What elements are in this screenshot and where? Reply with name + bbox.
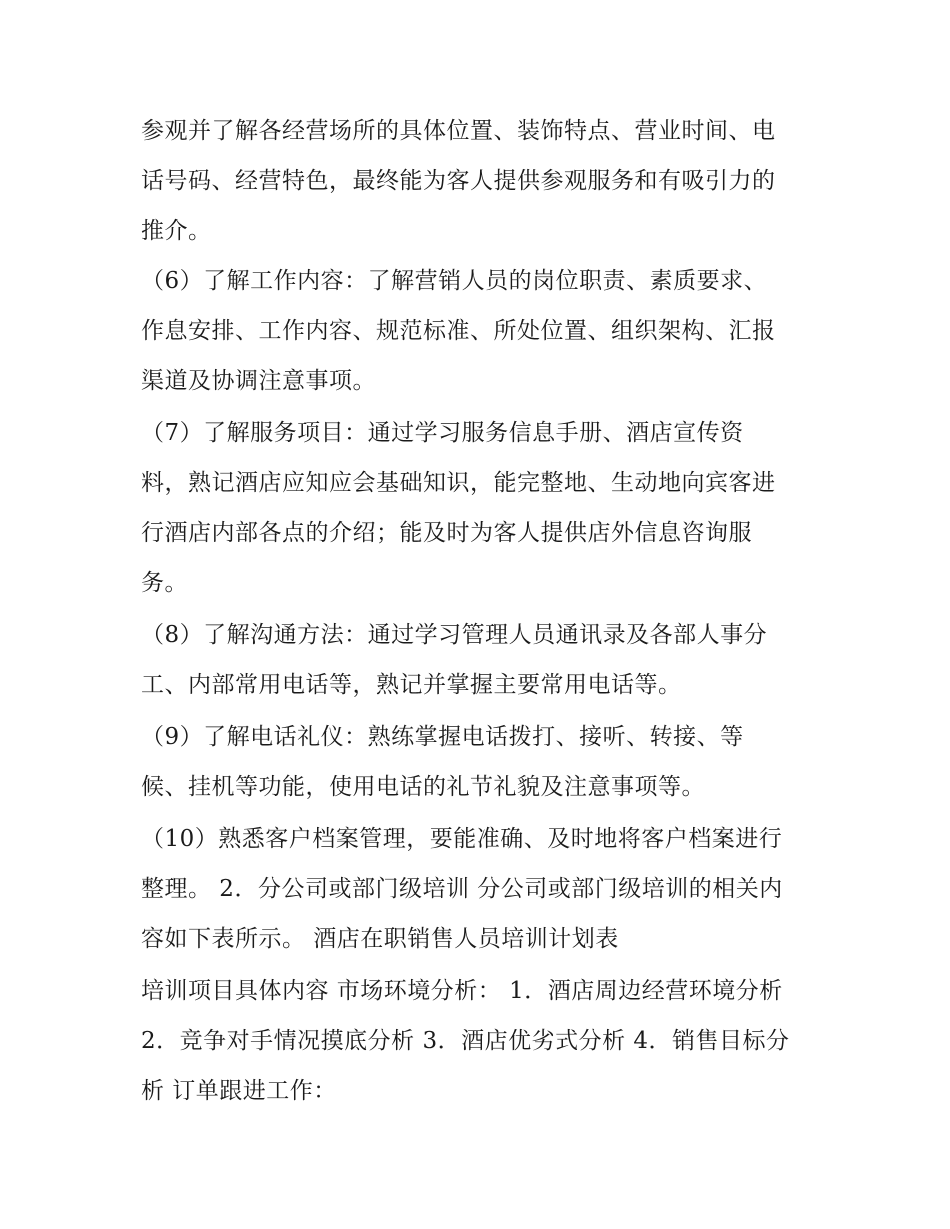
text-line: （6）了解工作内容：了解营销人员的岗位职责、素质要求、 xyxy=(141,268,768,294)
text-line: 工、内部常用电话等，熟记并掌握主要常用电话等。 xyxy=(141,672,682,698)
text-line: 渠道及协调注意事项。 xyxy=(141,368,376,394)
text-line: （10）熟悉客户档案管理，要能准确、及时地将客户档案进行 xyxy=(141,826,783,852)
text-line: （7）了解服务项目：通过学习服务信息手册、酒店宣传资 xyxy=(141,420,744,446)
text-line: 容如下表所示。 酒店在职销售人员培训计划表 xyxy=(141,926,619,952)
text-line: 作息安排、工作内容、规范标准、所处位置、组织架构、汇报 xyxy=(141,318,776,344)
text-line: 料，熟记酒店应知应会基础知识，能完整地、生动地向宾客进 xyxy=(141,470,776,496)
text-line: 参观并了解各经营场所的具体位置、装饰特点、营业时间、电 xyxy=(141,118,776,144)
text-line: （8）了解沟通方法：通过学习管理人员通讯录及各部人事分 xyxy=(141,622,768,648)
text-line: 行酒店内部各点的介绍；能及时为客人提供店外信息咨询服 xyxy=(141,520,752,546)
text-line: 务。 xyxy=(141,570,188,596)
text-line: （9）了解电话礼仪：熟练掌握电话拨打、接听、转接、等 xyxy=(141,724,744,750)
text-line: 培训项目具体内容 市场环境分析： 1．酒店周边经营环境分析 xyxy=(141,978,783,1004)
text-line: 整理。 2．分公司或部门级培训 分公司或部门级培训的相关内 xyxy=(141,876,783,902)
text-line: 推介。 xyxy=(141,218,212,244)
text-line: 析 订单跟进工作： xyxy=(141,1078,337,1104)
text-line: 话号码、经营特色，最终能为客人提供参观服务和有吸引力的 xyxy=(141,168,776,194)
text-line: 2．竞争对手情况摸底分析 3．酒店优劣式分析 4．销售目标分 xyxy=(141,1028,790,1054)
text-line: 候、挂机等功能，使用电话的礼节礼貌及注意事项等。 xyxy=(141,774,705,800)
